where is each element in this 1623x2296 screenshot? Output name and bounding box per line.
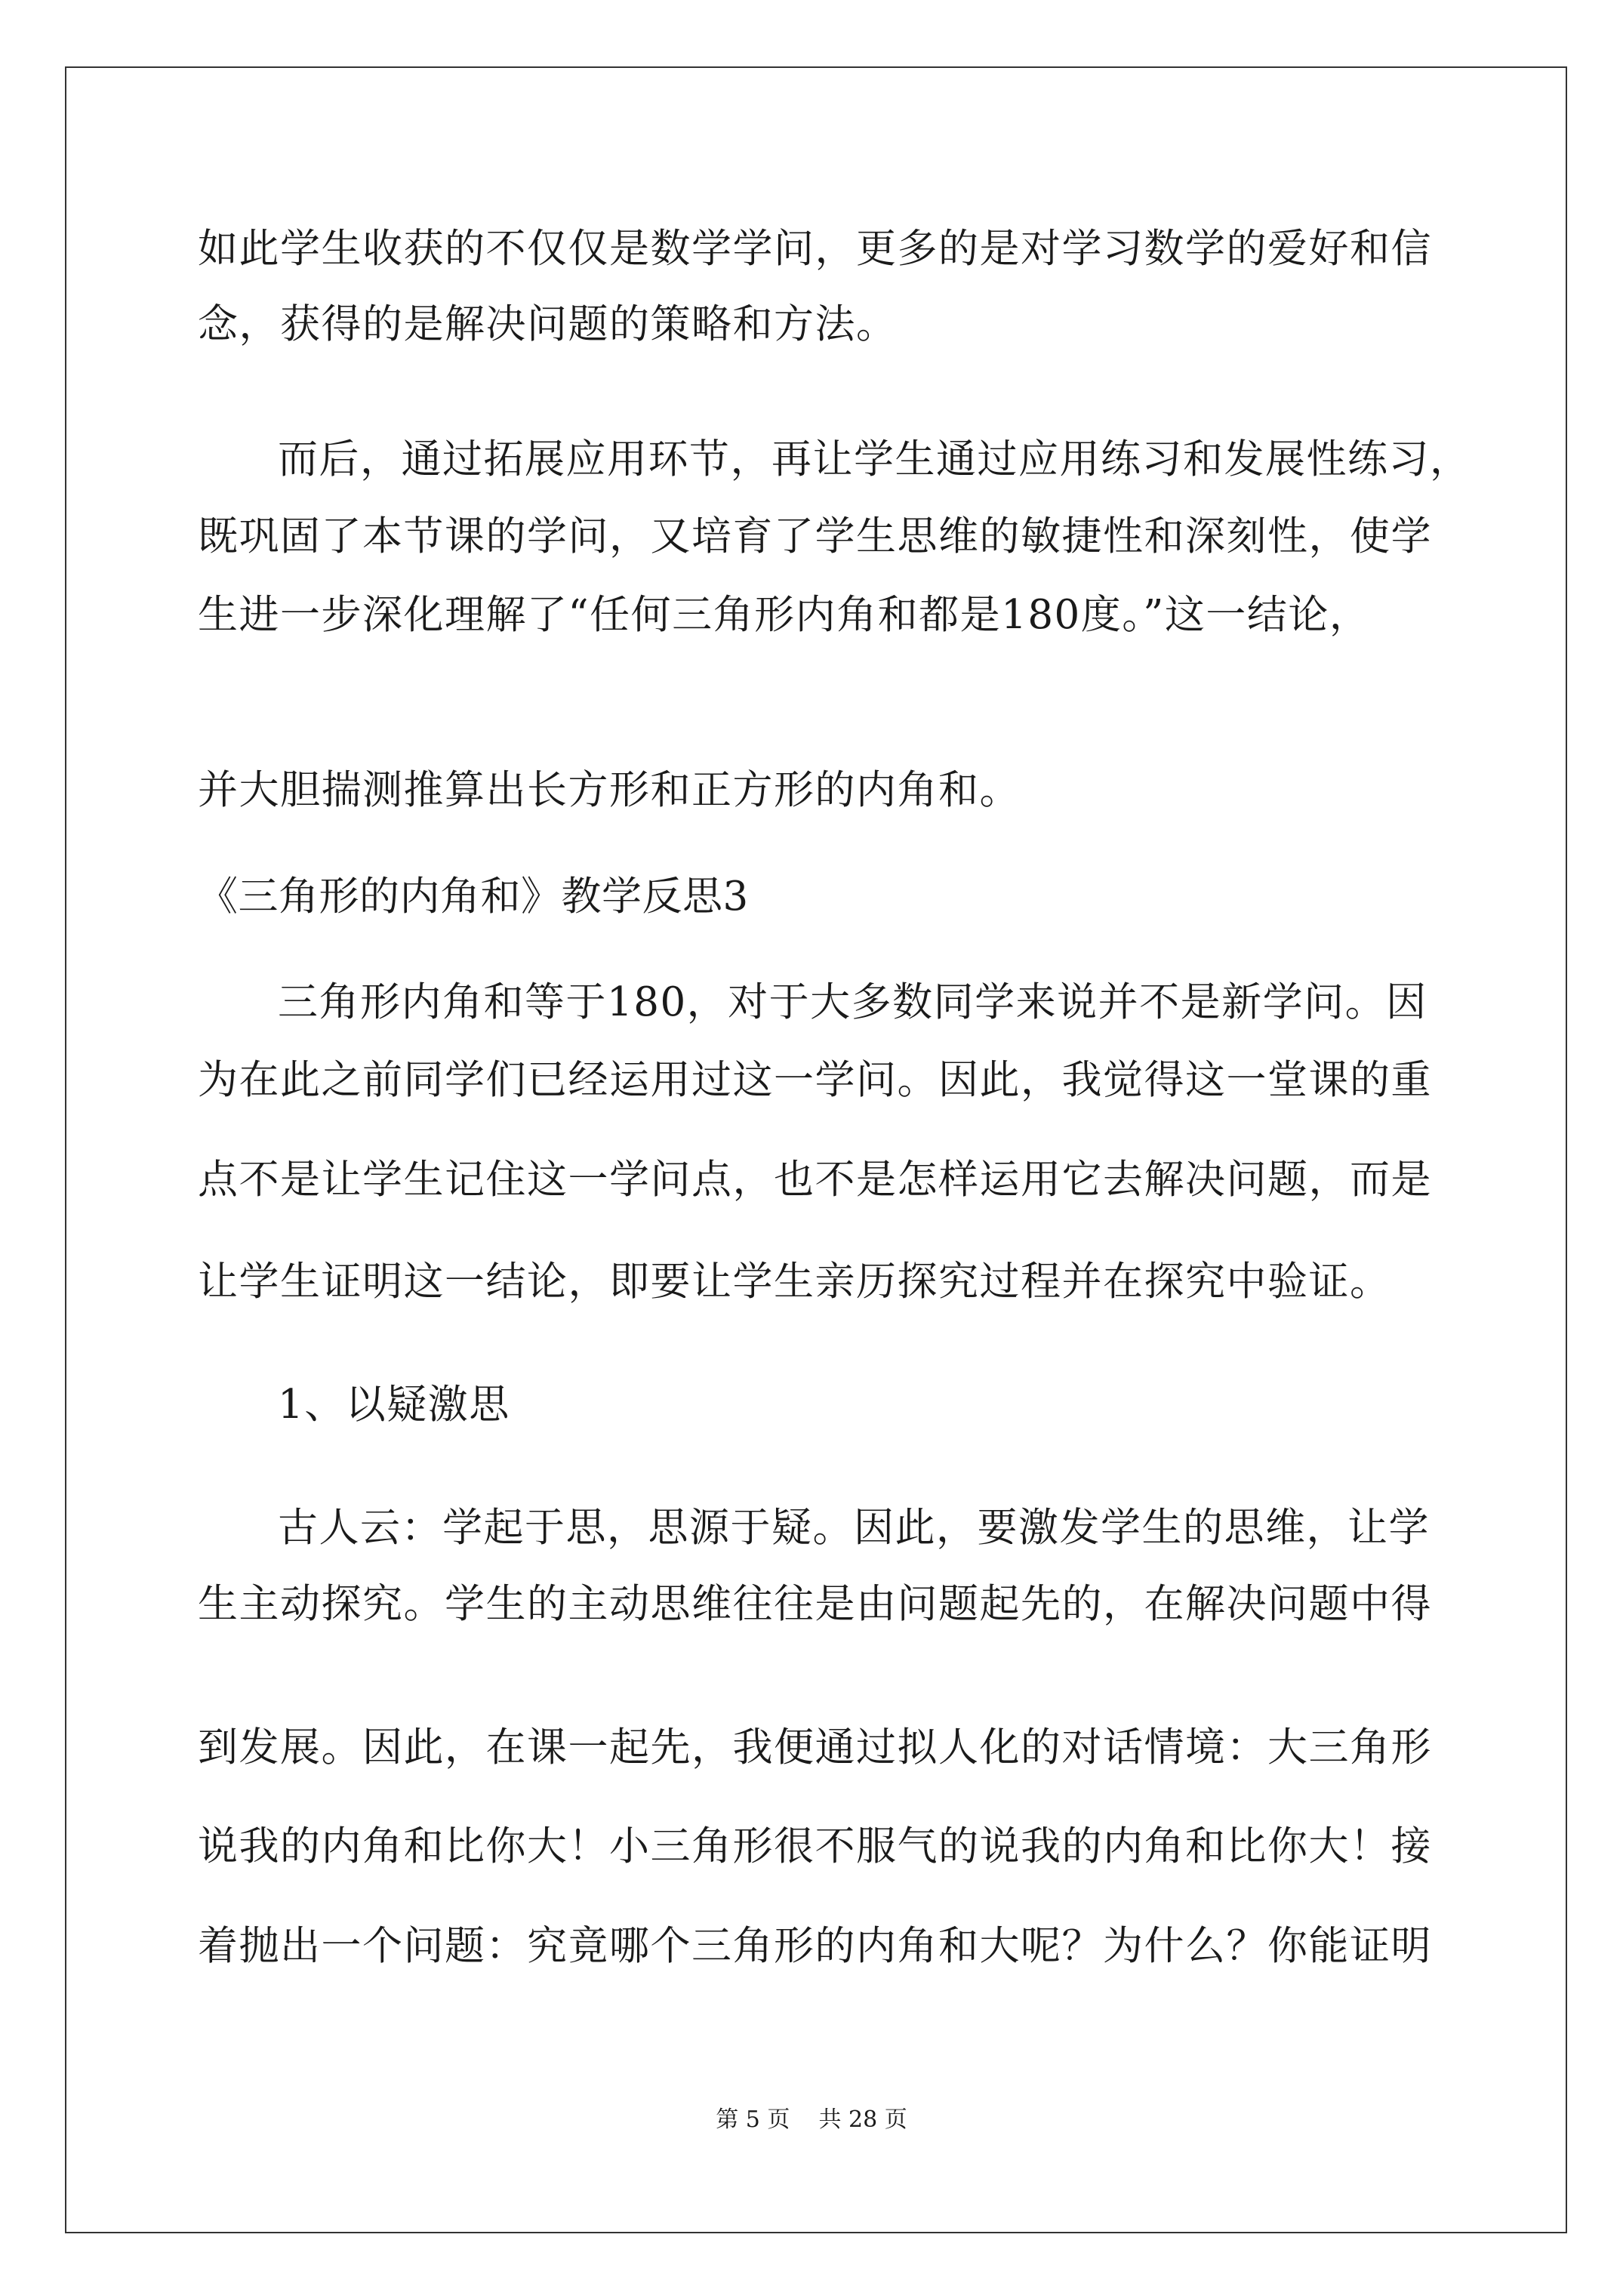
paragraph-line: 到发展。因此，在课一起先，我便通过拟人化的对话情境：大三角形	[198, 1724, 1432, 1771]
paragraph-line: 念，获得的是解决问题的策略和方法。	[198, 301, 898, 347]
paragraph-line: 并大胆揣测推算出长方形和正方形的内角和。	[198, 767, 1021, 813]
paragraph-line: 既巩固了本节课的学问，又培育了学生思维的敏捷性和深刻性，使学	[198, 513, 1432, 559]
list-item-heading: 1、以疑激思	[278, 1382, 510, 1428]
paragraph-line: 如此学生收获的不仅仅是数学学问，更多的是对学习数学的爱好和信	[198, 226, 1432, 272]
paragraph-line: 生主动探究。学生的主动思维往往是由问题起先的，在解决问题中得	[198, 1581, 1432, 1627]
page-number-footer: 第 5 页 共 28 页	[716, 2106, 907, 2133]
paragraph-line: 古人云：学起于思，思源于疑。因此，要激发学生的思维，让学	[278, 1505, 1430, 1551]
paragraph-line: 而后，通过拓展应用环节，再让学生通过应用练习和发展性练习，	[278, 436, 1471, 482]
page-border	[65, 66, 1567, 2233]
paragraph-line: 着抛出一个问题：究竟哪个三角形的内角和大呢？为什么？你能证明	[198, 1923, 1432, 1969]
paragraph-line: 为在此之前同学们已经运用过这一学问。因此，我觉得这一堂课的重	[198, 1057, 1432, 1103]
paragraph-line: 生进一步深化理解了“任何三角形内角和都是180度。”这一结论，	[198, 592, 1371, 638]
paragraph-line: 让学生证明这一结论，即要让学生亲历探究过程并在探究中验证。	[198, 1259, 1391, 1305]
section-heading: 《三角形的内角和》教学反思3	[198, 874, 749, 920]
paragraph-line: 说我的内角和比你大！小三角形很不服气的说我的内角和比你大！接	[198, 1823, 1432, 1869]
paragraph-line: 三角形内角和等于180，对于大多数同学来说并不是新学问。因	[278, 979, 1427, 1025]
paragraph-line: 点不是让学生记住这一学问点，也不是怎样运用它去解决问题，而是	[198, 1157, 1432, 1203]
